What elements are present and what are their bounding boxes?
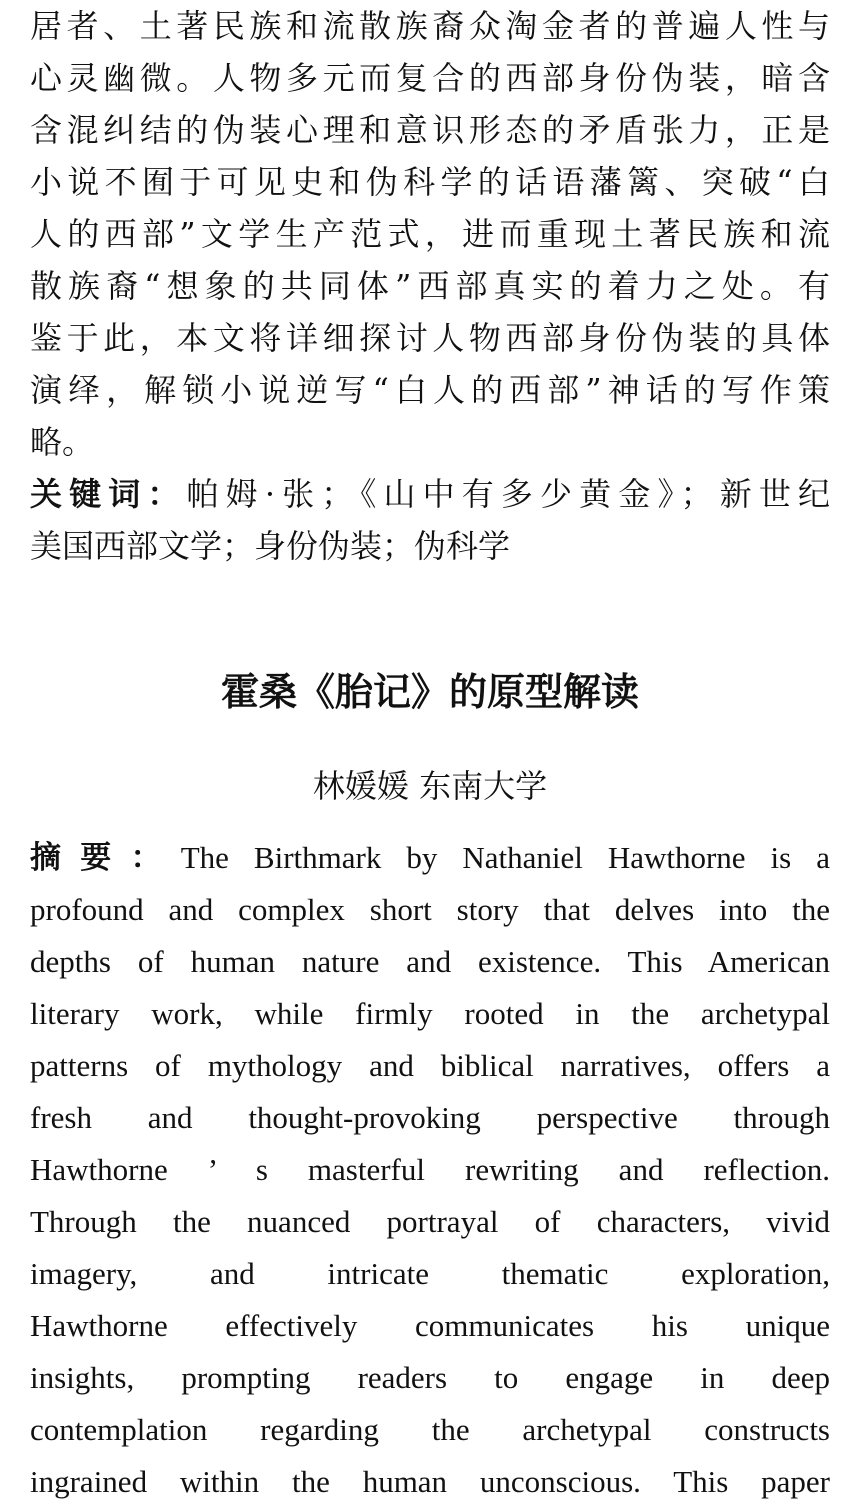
- previous-abstract: [30, 0, 830, 572]
- abstract-text: The Birthmark by Nathaniel Hawthorne is a: [180, 840, 830, 875]
- abstract-line: fresh and thought-provoking perspective through: [30, 1100, 830, 1135]
- abstract-line: [30, 832, 830, 884]
- abstract-line: patterns of mythology and biblical narratives, offers a: [30, 1048, 830, 1083]
- abstract-line: profound and complex short story that delves into the: [30, 892, 830, 927]
- abstract-line: 散族裔“想象的共同体”西部真实的着力之处。有: [30, 267, 830, 305]
- abstract-line: 心灵幽微。人物多元而复合的西部身份伪装，暗含: [30, 59, 830, 97]
- abstract-line: 演绎，解锁小说逆写“白人的西部”神话的写作策: [30, 371, 830, 409]
- abstract-line: insights, prompting readers to engage in deep: [30, 1360, 830, 1395]
- abstract-line: Hawthorne ’ s masterful rewriting and reflection.: [30, 1152, 830, 1187]
- abstract-line: ingrained within the human unconscious. This paper: [30, 1464, 830, 1499]
- abstract-line: 略。: [30, 423, 95, 461]
- abstract-label: 摘要：: [30, 840, 181, 876]
- abstract-line: Through the nuanced portrayal of characters, vivid: [30, 1204, 830, 1239]
- abstract-line: Hawthorne effectively communicates his unique: [30, 1308, 830, 1343]
- keywords-line: [30, 468, 830, 520]
- abstract-line: 鉴于此，本文将详细探讨人物西部身份伪装的具体: [30, 319, 830, 357]
- abstract-line: depths of human nature and existence. This American: [30, 944, 830, 979]
- abstract-line: 含混纠结的伪装心理和意识形态的矛盾张力，正是: [30, 111, 830, 149]
- abstract-line: 人的西部”文学生产范式，进而重现土著民族和流: [30, 215, 830, 253]
- keywords-text: 帕姆·张；《山中有多少黄金》；新世纪: [186, 475, 830, 513]
- keywords-line: 美国西部文学；身份伪装；伪科学: [30, 527, 511, 565]
- english-abstract: [30, 832, 830, 1508]
- document-page: [30, 0, 830, 1499]
- abstract-line: 居者、土著民族和流散族裔众淘金者的普遍人性与: [30, 7, 830, 45]
- article-author: 林媛媛 东南大学: [312, 767, 548, 805]
- keywords-label: 关键词：: [30, 475, 187, 513]
- abstract-line: contemplation regarding the archetypal constructs: [30, 1412, 830, 1447]
- article-title: 霍桑《胎记》的原型解读: [220, 670, 639, 714]
- abstract-line: 小说不囿于可见史和伪科学的话语藩篱、突破“白: [30, 163, 830, 201]
- abstract-line: imagery, and intricate thematic exploration,: [30, 1256, 830, 1291]
- abstract-line: literary work, while firmly rooted in the archetypal: [30, 996, 830, 1031]
